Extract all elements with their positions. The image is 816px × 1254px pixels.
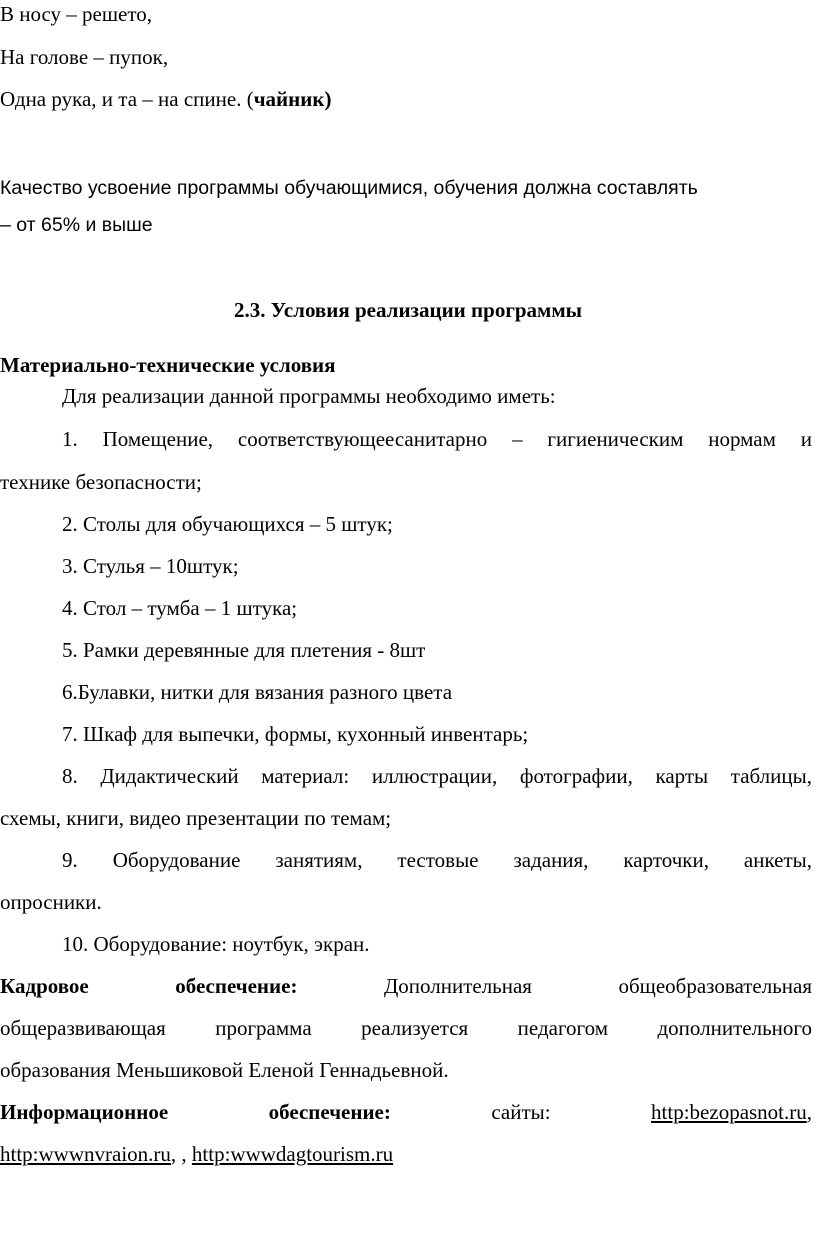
material-item-3: 3. Стулья – 10штук; <box>62 554 239 578</box>
staff-line-1-rest: Дополнительная общеобразовательная <box>383 974 813 998</box>
link-bezopasnot[interactable]: http:bezopasnot.ru <box>651 1100 807 1124</box>
info-line-2 <box>0 1142 393 1166</box>
info-separator: , , <box>170 1142 187 1166</box>
material-item-6: 6.Булавки, нитки для вязания разного цвета <box>62 680 453 704</box>
material-intro: Для реализации данной программы необходимо иметь: <box>62 384 556 408</box>
staff-line-3: образования Меньшиковой Еленой Геннадьевной. <box>0 1058 449 1082</box>
info-link-1-wrap: http:bezopasnot.ru, <box>651 1100 813 1124</box>
info-line-1 <box>0 1100 812 1124</box>
riddle-answer: чайник) <box>253 87 332 111</box>
material-item-1-line-1: 1. Помещение, соответствующеесанитарно – гигиеническим нормам и <box>62 427 812 451</box>
quality-line-1: Качество усвоение программы обучающимися, обучения должна составлять <box>0 177 698 199</box>
riddle-line-3 <box>0 87 331 111</box>
quality-line-2: – от 65% и выше <box>0 214 153 236</box>
info-label-word-2: обеспечение: <box>268 1100 391 1124</box>
section-heading: 2.3. Условия реализации программы <box>233 298 583 322</box>
link-nvraion[interactable]: http:wwwnvraion.ru <box>0 1142 171 1166</box>
material-item-5: 5. Рамки деревянные для плетения - 8шт <box>62 638 426 662</box>
material-item-10: 10. Оборудование: ноутбук, экран. <box>62 932 370 956</box>
link-dagtourism[interactable]: http:wwwdagtourism.ru <box>191 1142 394 1166</box>
material-item-4: 4. Стол – тумба – 1 штука; <box>62 596 298 620</box>
staff-label-word-2: обеспечение: <box>175 974 298 998</box>
material-heading: Материально-технические условия <box>0 353 336 377</box>
riddle-line-2: На голове – пупок, <box>0 45 169 69</box>
staff-line-1 <box>0 974 812 998</box>
info-sites-label: сайты: <box>491 1100 551 1124</box>
material-item-1-line-2: технике безопасности; <box>0 470 202 494</box>
material-item-7: 7. Шкаф для выпечки, формы, кухонный инвентарь; <box>62 722 529 746</box>
staff-line-2: общеразвивающая программа реализуется педагогом дополнительного <box>0 1016 812 1040</box>
material-item-8-line-1: 8. Дидактический материал: иллюстрации, фотографии, карты таблицы, <box>62 764 812 788</box>
material-item-9-line-1: 9. Оборудование занятиям, тестовые задания, карточки, анкеты, <box>62 848 812 872</box>
staff-label-word-1: Кадровое <box>0 974 89 998</box>
riddle-line-3-text: Одна рука, и та – на спине. ( <box>0 87 254 111</box>
material-item-8-line-2: схемы, книги, видео презентации по темам; <box>0 806 392 830</box>
material-item-2: 2. Столы для обучающихся – 5 штук; <box>62 512 393 536</box>
material-item-9-line-2: опросники. <box>0 890 102 914</box>
info-label-word-1: Информационное <box>0 1100 169 1124</box>
riddle-line-1: В носу – решето, <box>0 2 153 26</box>
